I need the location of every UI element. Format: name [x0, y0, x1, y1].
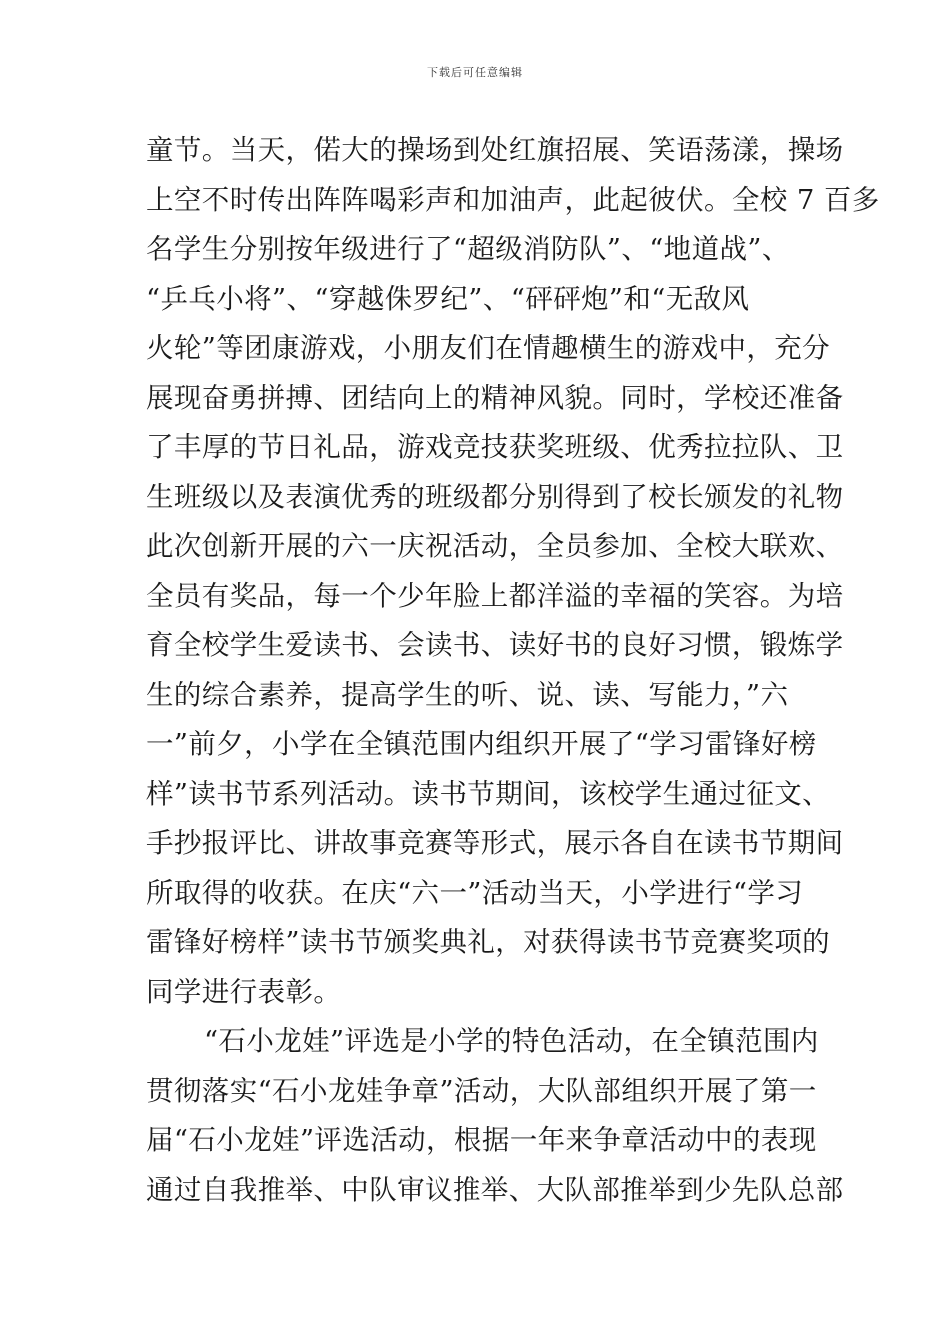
- text-line: 生班级以及表演优秀的班级都分别得到了校长颁发的礼物: [146, 480, 844, 513]
- text-line: 手抄报评比、讲故事竞赛等形式，展示各自在读书节期间: [146, 827, 844, 859]
- paragraph-2: [146, 1017, 844, 1215]
- text-line: 生的综合素养，提高学生的听、说、读、写能力，”六: [146, 678, 789, 711]
- text-line: 通过自我推举、中队审议推举、大队部推举到少先队总部: [146, 1173, 844, 1206]
- text-line: 此次创新开展的六一庆祝活动，全员参加、全校大联欢、: [146, 530, 844, 562]
- document-body: [146, 126, 880, 1215]
- text-line: 所取得的收获。在庆“六一”活动当天，小学进行“学习: [146, 876, 804, 909]
- text-line: 名学生分别按年级进行了“超级消防队”、“地道战”、: [146, 233, 790, 265]
- text-line: 样”读书节系列活动。读书节期间，该校学生通过征文、: [146, 777, 831, 810]
- text-line: “乒乓小将”、“穿越侏罗纪”、“砰砰炮”和“无敌风: [146, 282, 750, 315]
- text-line: 展现奋勇拼搏、团结向上的精神风貌。同时，学校还准备: [146, 381, 844, 414]
- text-line: 雷锋好榜样”读书节颁奖典礼，对获得读书节竞赛奖项的: [146, 926, 831, 958]
- text-line: 上空不时传出阵阵喝彩声和加油声，此起彼伏。全校 7 百多: [146, 183, 880, 216]
- paragraph-1: [146, 126, 880, 1017]
- text-line: 同学进行表彰。: [146, 975, 342, 1008]
- text-line: “石小龙娃”评选是小学的特色活动，在全镇范围内: [204, 1025, 819, 1057]
- text-line: 全员有奖品，每一个少年脸上都洋溢的幸福的笑容。为培: [146, 579, 844, 612]
- text-line: 届“石小龙娃”评选活动，根据一年来争章活动中的表现: [146, 1124, 817, 1156]
- text-line: 贯彻落实“石小龙娃争章”活动，大队部组织开展了第一: [146, 1074, 817, 1107]
- text-line: 育全校学生爱读书、会读书、读好书的良好习惯，锻炼学: [146, 629, 844, 661]
- page-header: 下载后可任意编辑: [427, 66, 523, 79]
- text-line: 童节。当天，偌大的操场到处红旗招展、笑语荡漾，操场: [146, 134, 844, 166]
- text-line: 了丰厚的节日礼品，游戏竞技获奖班级、优秀拉拉队、卫: [146, 431, 844, 463]
- text-line: 火轮”等团康游戏，小朋友们在情趣横生的游戏中，充分: [146, 332, 831, 364]
- text-line: 一”前夕，小学在全镇范围内组织开展了“学习雷锋好榜: [146, 728, 817, 760]
